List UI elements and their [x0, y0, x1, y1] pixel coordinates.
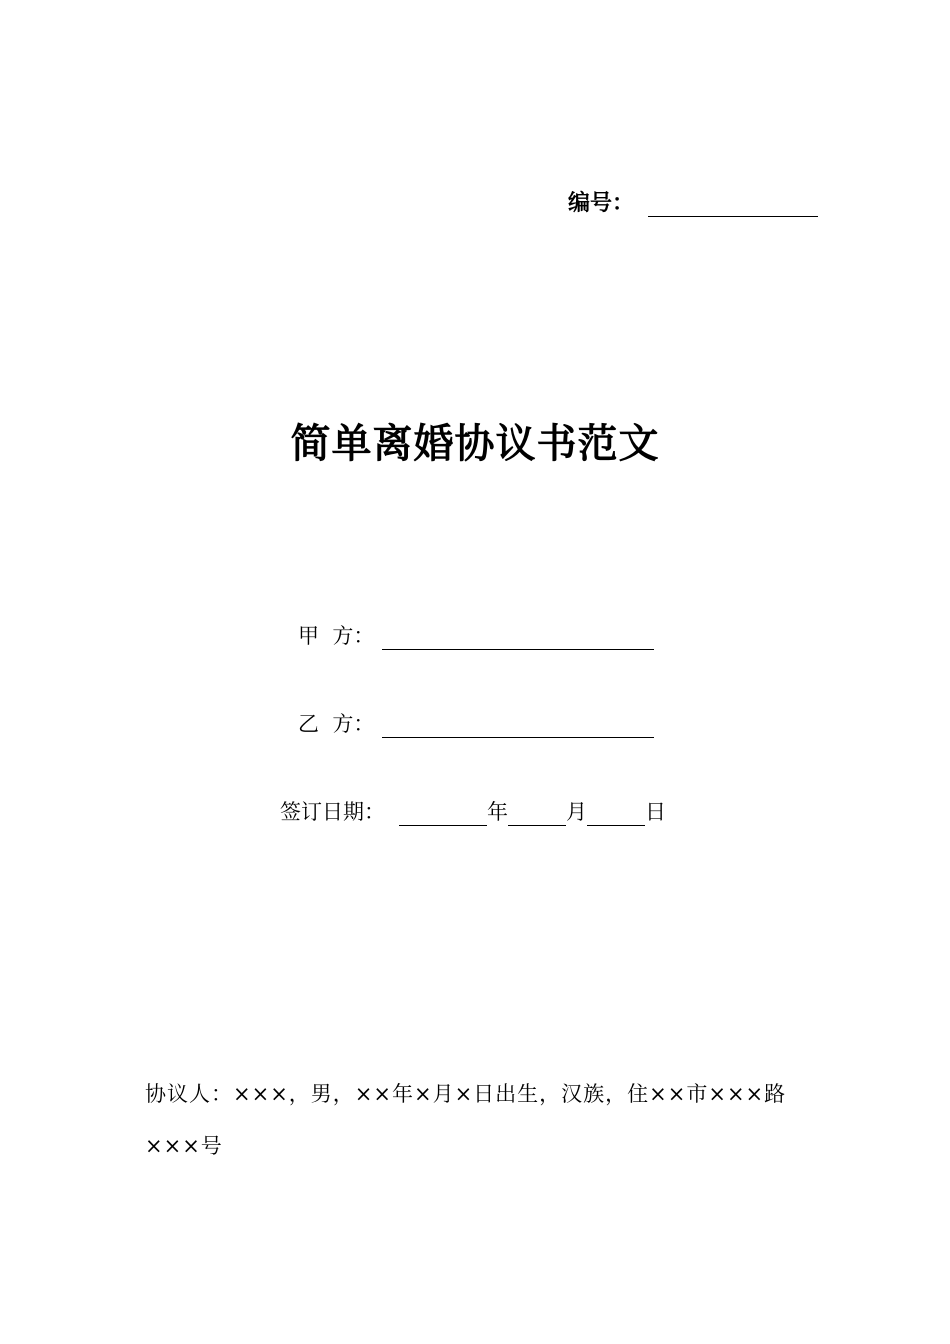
document-number-label: 编号： [568, 191, 635, 216]
document-number [568, 186, 818, 217]
document-title: 简单离婚协议书范文 [290, 421, 660, 467]
signing-month-blank[interactable] [508, 803, 566, 826]
party-a-row [298, 620, 654, 650]
party-a-blank[interactable] [382, 627, 654, 650]
party-b-label: 乙 方： [298, 712, 375, 736]
signing-day-blank[interactable] [587, 803, 645, 826]
signing-day-unit: 日 [645, 800, 666, 824]
signing-month-unit: 月 [566, 800, 587, 824]
party-b-blank[interactable] [382, 715, 654, 738]
signing-year-blank[interactable] [399, 803, 487, 826]
signing-date-label: 签订日期： [280, 800, 385, 824]
body-paragraph: 协议人：×××，男，××年×月×日出生，汉族，住××市×××路×××号 [145, 1082, 787, 1158]
party-a-label: 甲 方： [298, 624, 375, 648]
signing-date-row [280, 796, 666, 826]
party-b-row [298, 708, 654, 738]
signing-year-unit: 年 [487, 800, 508, 824]
document-number-blank[interactable] [648, 192, 818, 217]
